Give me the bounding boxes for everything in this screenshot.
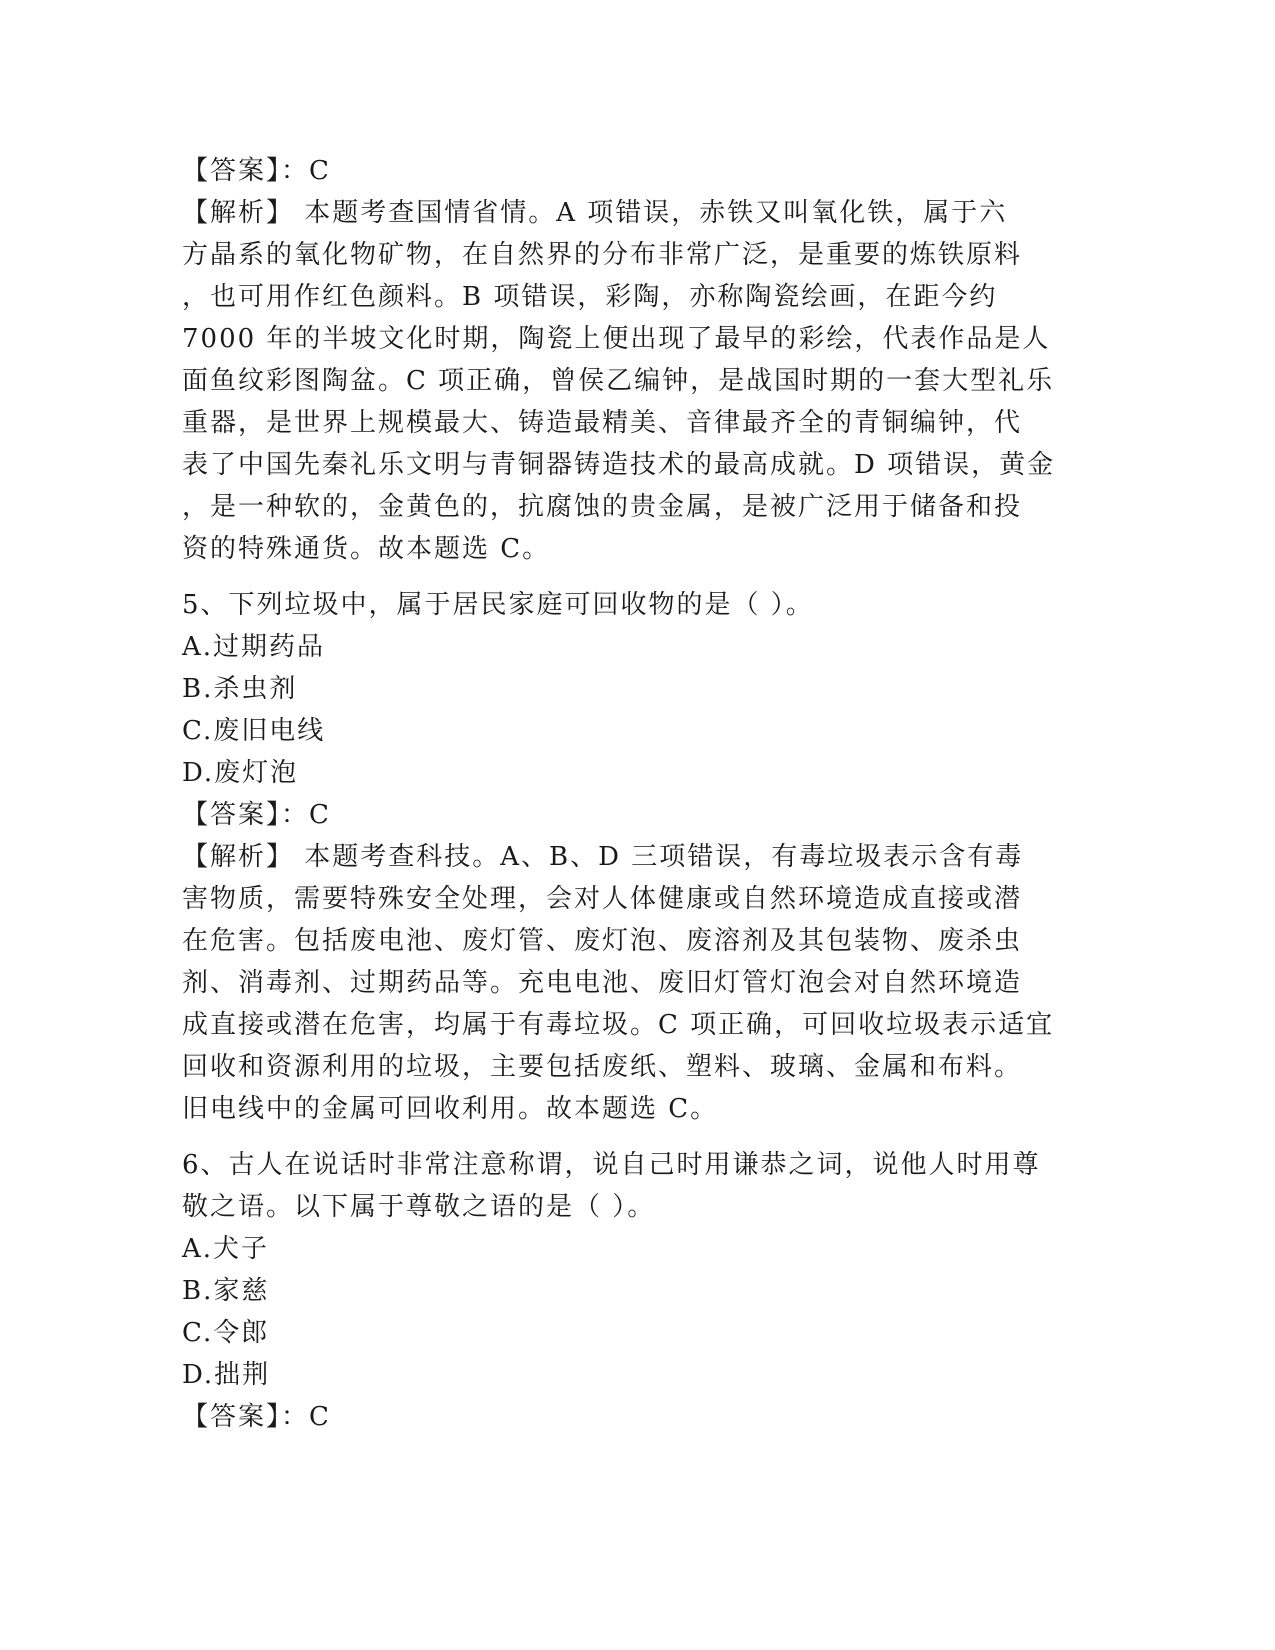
- analysis-line: 在危害。包括废电池、废灯管、废灯泡、废溶剂及其包装物、废杀虫: [182, 926, 1023, 956]
- spacer: [182, 1130, 1082, 1144]
- answer-line: 【答案】：C: [182, 800, 331, 830]
- analysis-line: 剂、消毒剂、过期药品等。充电电池、废旧灯管灯泡会对自然环境造: [182, 968, 1023, 998]
- answer-line: 【答案】：C: [182, 156, 331, 186]
- document-page: [182, 150, 1082, 1438]
- analysis-line: 面鱼纹彩图陶盆。C 项正确，曾侯乙编钟，是战国时期的一套大型礼乐: [182, 366, 1055, 396]
- option-b: B.家慈: [182, 1276, 270, 1306]
- option-d: D.拙荆: [182, 1360, 271, 1390]
- question-6-text: 敬之语。以下属于尊敬之语的是（ ）。: [182, 1192, 656, 1222]
- analysis-line: 【解析】 本题考查国情省情。A 项错误，赤铁又叫氧化铁，属于六: [182, 198, 1008, 228]
- spacer: [182, 570, 1082, 584]
- option-a: A.犬子: [182, 1234, 270, 1264]
- analysis-line: 【解析】 本题考查科技。A、B、D 三项错误，有毒垃圾表示含有毒: [182, 842, 1024, 872]
- analysis-line: 7000 年的半坡文化时期，陶瓷上便出现了最早的彩绘，代表作品是人: [182, 324, 1051, 354]
- option-c: C.令郎: [182, 1318, 270, 1348]
- answer-line: 【答案】：C: [182, 1402, 331, 1432]
- analysis-line: 资的特殊通货。故本题选 C。: [182, 534, 551, 564]
- analysis-line: 重器，是世界上规模最大、铸造最精美、音律最齐全的青铜编钟，代: [182, 408, 1023, 438]
- analysis-line: 表了中国先秦礼乐文明与青铜器铸造技术的最高成就。D 项错误，黄金: [182, 450, 1056, 480]
- analysis-line: 旧电线中的金属可回收利用。故本题选 C。: [182, 1094, 719, 1124]
- analysis-line: ，是一种软的，金黄色的，抗腐蚀的贵金属，是被广泛用于储备和投: [182, 492, 1023, 522]
- option-d: D.废灯泡: [182, 758, 299, 788]
- option-c: C.废旧电线: [182, 716, 326, 746]
- analysis-line: 方晶系的氧化物矿物，在自然界的分布非常广泛，是重要的炼铁原料: [182, 240, 1023, 270]
- analysis-line: 成直接或潜在危害，均属于有毒垃圾。C 项正确，可回收垃圾表示适宜: [182, 1010, 1055, 1040]
- question-5-text: 5、下列垃圾中，属于居民家庭可回收物的是（ ）。: [182, 590, 814, 620]
- option-b: B.杀虫剂: [182, 674, 298, 704]
- analysis-line: 回收和资源利用的垃圾，主要包括废纸、塑料、玻璃、金属和布料。: [182, 1052, 1023, 1082]
- question-6-text: 6、古人在说话时非常注意称谓，说自己时用谦恭之词，说他人时用尊: [182, 1150, 1041, 1180]
- option-a: A.过期药品: [182, 632, 326, 662]
- analysis-line: 害物质，需要特殊安全处理，会对人体健康或自然环境造成直接或潜: [182, 884, 1023, 914]
- analysis-line: ，也可用作红色颜料。B 项错误，彩陶，亦称陶瓷绘画，在距今约: [182, 282, 998, 312]
